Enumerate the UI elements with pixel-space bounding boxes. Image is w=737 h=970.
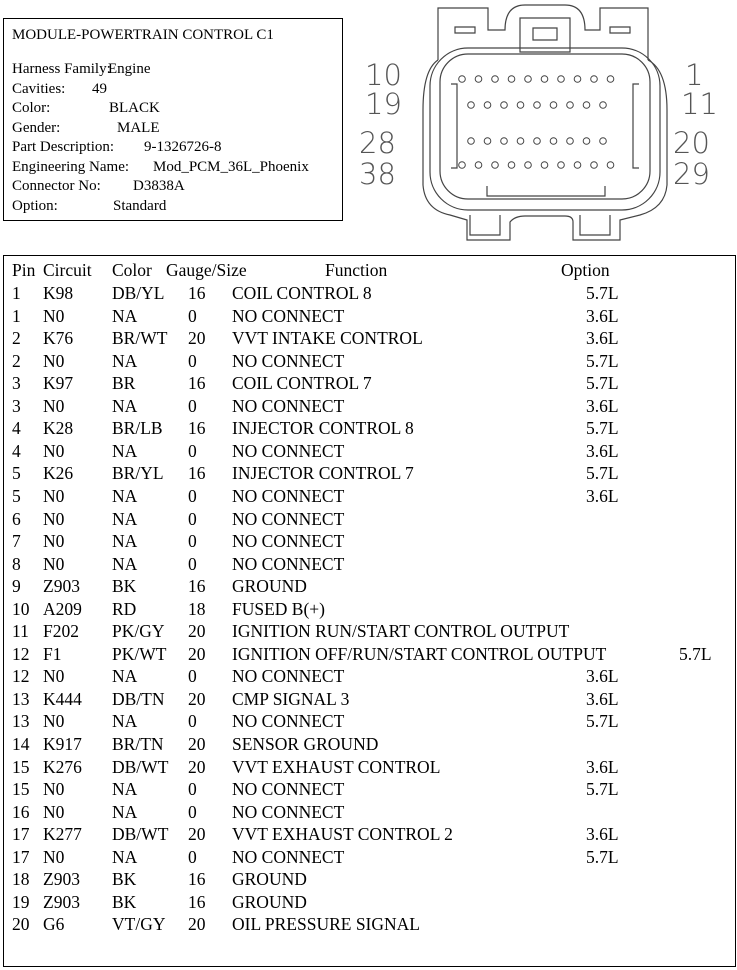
cell-function: NO CONNECT: [232, 508, 345, 529]
cell-wire-color: BR/WT: [112, 328, 168, 349]
cavity-hole: [558, 76, 565, 83]
cell-wire-color: NA: [112, 779, 138, 800]
cell-pin: 5: [12, 485, 21, 506]
cavity-label: 1: [685, 58, 704, 92]
header-circuit: Circuit: [43, 260, 92, 280]
cavity-hole: [468, 102, 475, 109]
cell-gauge: 0: [188, 440, 197, 461]
cell-pin: 15: [12, 779, 30, 800]
cell-option: 3.6L: [586, 824, 619, 845]
cell-pin: 19: [12, 891, 30, 912]
cell-pin: 17: [12, 846, 30, 867]
cell-circuit: N0: [43, 779, 65, 800]
cavity-hole: [574, 76, 581, 83]
cell-circuit: N0: [43, 485, 65, 506]
info-value: D3838A: [133, 178, 185, 194]
cavity-hole: [583, 138, 590, 145]
cell-function: GROUND: [232, 576, 307, 597]
cell-function: VVT INTAKE CONTROL: [232, 328, 423, 349]
header-gauge: Gauge/Size: [166, 260, 247, 280]
cavity-hole: [600, 138, 607, 145]
info-value: 9-1326726-8: [144, 139, 222, 155]
cavity-label: 29: [673, 157, 710, 191]
cell-circuit: G6: [43, 914, 65, 935]
cavity-hole: [468, 138, 475, 145]
cell-option: 5.7L: [586, 350, 619, 371]
cell-circuit: K917: [43, 734, 82, 754]
cavity-hole: [492, 162, 499, 169]
cell-option: 5.7L: [586, 373, 619, 394]
info-value: BLACK: [109, 100, 160, 116]
cell-option: 5.7L: [586, 779, 619, 800]
cell-option: 5.7L: [586, 463, 619, 484]
cavity-hole: [558, 162, 565, 169]
cell-gauge: 0: [188, 779, 197, 800]
cavity-hole: [508, 162, 515, 169]
info-label: Cavities:: [12, 80, 66, 97]
cell-circuit: K276: [43, 756, 82, 777]
cell-circuit: N0: [43, 666, 65, 687]
cell-pin: 9: [12, 576, 21, 597]
info-label: Harness Family:: [12, 61, 111, 77]
cell-circuit: F202: [43, 621, 79, 642]
cavity-hole: [550, 102, 557, 109]
cell-circuit: N0: [43, 846, 65, 867]
cell-gauge: 20: [188, 688, 206, 709]
cell-wire-color: DB/WT: [112, 824, 169, 845]
cell-option: 5.7L: [586, 711, 619, 732]
cell-wire-color: NA: [112, 485, 138, 506]
cell-circuit: Z903: [43, 869, 80, 890]
cell-circuit: N0: [43, 531, 65, 552]
info-value: Standard: [113, 197, 167, 214]
cell-pin: 3: [12, 395, 21, 416]
cell-function: NO CONNECT: [232, 350, 345, 371]
cell-function: NO CONNECT: [232, 553, 345, 574]
cell-pin: 15: [12, 756, 30, 777]
cell-option: 3.6L: [586, 756, 619, 777]
info-value: Engine: [108, 61, 151, 77]
cell-circuit: N0: [43, 440, 65, 461]
cell-pin: 5: [12, 463, 21, 484]
cell-circuit: N0: [43, 711, 65, 732]
cavity-hole: [492, 76, 499, 83]
cell-option: 3.6L: [586, 395, 619, 416]
cell-wire-color: NA: [112, 846, 138, 867]
cell-pin: 14: [12, 734, 30, 754]
cavity-hole: [508, 76, 515, 83]
cell-pin: 4: [12, 440, 21, 461]
cell-pin: 7: [12, 531, 21, 552]
cell-option: 3.6L: [586, 440, 619, 461]
cell-circuit: K97: [43, 373, 74, 394]
cell-wire-color: BK: [112, 869, 137, 890]
cell-pin: 17: [12, 824, 30, 845]
cell-gauge: 0: [188, 395, 197, 416]
cell-gauge: 20: [188, 734, 206, 754]
cell-option: 5.7L: [586, 418, 619, 439]
cavity-label: 11: [681, 87, 718, 121]
cavity-hole: [534, 138, 541, 145]
cell-wire-color: BK: [112, 576, 137, 597]
info-value: 49: [92, 80, 107, 97]
cell-option: 3.6L: [586, 305, 619, 326]
cell-pin: 2: [12, 328, 21, 349]
cell-circuit: N0: [43, 305, 65, 326]
cell-wire-color: NA: [112, 395, 138, 416]
cell-function: INJECTOR CONTROL 7: [232, 463, 414, 484]
header-function: Function: [325, 260, 388, 280]
connector-title: MODULE-POWERTRAIN CONTROL C1: [12, 27, 274, 43]
cavity-hole: [591, 76, 598, 83]
cavity-hole: [525, 162, 532, 169]
cell-pin: 8: [12, 553, 21, 574]
cell-wire-color: BR: [112, 373, 136, 394]
cell-option: 5.7L: [679, 643, 712, 664]
cell-gauge: 20: [188, 643, 206, 664]
cell-option: 3.6L: [586, 485, 619, 506]
cavity-label: 20: [673, 126, 710, 160]
cell-circuit: F1: [43, 643, 62, 664]
cell-circuit: K28: [43, 418, 74, 439]
cell-function: VVT EXHAUST CONTROL 2: [232, 824, 453, 845]
left-cavity-labels: [359, 58, 402, 191]
cell-gauge: 20: [188, 328, 206, 349]
cell-pin: 2: [12, 350, 21, 371]
cell-function: GROUND: [232, 869, 307, 890]
cell-wire-color: BR/YL: [112, 463, 164, 484]
cavity-hole: [501, 102, 508, 109]
cavity-hole: [475, 162, 482, 169]
cell-wire-color: VT/GY: [112, 914, 166, 935]
cell-gauge: 0: [188, 711, 197, 732]
cell-function: NO CONNECT: [232, 666, 345, 687]
cell-function: SENSOR GROUND: [232, 734, 379, 754]
cell-gauge: 0: [188, 485, 197, 506]
cavity-hole: [550, 138, 557, 145]
cell-pin: 13: [12, 711, 30, 732]
info-label: Part Description:: [12, 139, 115, 155]
cell-function: GROUND: [232, 891, 307, 912]
cavity-hole: [583, 102, 590, 109]
info-label: Gender:: [12, 119, 61, 136]
cell-gauge: 0: [188, 846, 197, 867]
cell-circuit: K98: [43, 283, 74, 303]
cell-function: NO CONNECT: [232, 485, 345, 506]
info-label: Color:: [12, 100, 51, 116]
cavity-hole: [567, 138, 574, 145]
cavity-hole: [501, 138, 508, 145]
cell-wire-color: DB/TN: [112, 688, 165, 709]
cell-gauge: 0: [188, 508, 197, 529]
cavity-hole: [607, 162, 614, 169]
cell-function: NO CONNECT: [232, 711, 345, 732]
cell-gauge: 16: [188, 373, 206, 394]
info-value: Mod_PCM_36L_Phoenix: [153, 158, 309, 175]
cell-pin: 12: [12, 643, 30, 664]
cavity-hole: [567, 102, 574, 109]
cell-circuit: Z903: [43, 576, 80, 597]
cell-pin: 12: [12, 666, 30, 687]
info-label: Engineering Name:: [12, 158, 130, 175]
cell-wire-color: NA: [112, 305, 138, 326]
cell-circuit: N0: [43, 508, 65, 529]
cell-gauge: 16: [188, 891, 206, 912]
cavity-hole: [459, 162, 466, 169]
info-label: Connector No:: [12, 178, 101, 194]
cell-pin: 20: [12, 914, 30, 935]
header-pin: Pin: [12, 260, 36, 280]
cell-wire-color: RD: [112, 598, 137, 619]
right-cavity-labels: [673, 58, 718, 191]
cell-function: COIL CONTROL 8: [232, 283, 372, 303]
cell-wire-color: DB/WT: [112, 756, 169, 777]
cell-gauge: 20: [188, 914, 206, 935]
cell-wire-color: DB/YL: [112, 283, 165, 303]
cell-function: NO CONNECT: [232, 779, 345, 800]
cavity-hole: [517, 102, 524, 109]
cell-gauge: 0: [188, 305, 197, 326]
cell-circuit: N0: [43, 350, 65, 371]
cavity-hole: [484, 102, 491, 109]
info-label: Option:: [12, 197, 58, 214]
cell-circuit: K277: [43, 824, 82, 845]
cell-option: 3.6L: [586, 688, 619, 709]
cell-wire-color: NA: [112, 440, 138, 461]
cavity-label: 10: [365, 58, 402, 92]
cell-pin: 16: [12, 801, 30, 822]
connector-info-box: [3, 18, 343, 221]
cell-circuit: K26: [43, 463, 74, 484]
cell-circuit: Z903: [43, 891, 80, 912]
cavity-hole: [600, 102, 607, 109]
cell-wire-color: NA: [112, 508, 138, 529]
cell-gauge: 16: [188, 283, 206, 303]
cavity-hole: [607, 76, 614, 83]
cell-gauge: 0: [188, 666, 197, 687]
cavity-hole: [591, 162, 598, 169]
cavity-label: 38: [359, 157, 396, 191]
cavity-hole: [475, 76, 482, 83]
cell-gauge: 16: [188, 463, 206, 484]
cell-function: CMP SIGNAL 3: [232, 688, 350, 709]
cell-function: FUSED B(+): [232, 598, 326, 619]
cell-gauge: 0: [188, 801, 197, 822]
cell-option: 3.6L: [586, 328, 619, 349]
cell-wire-color: BR/LB: [112, 418, 163, 439]
cell-wire-color: PK/GY: [112, 621, 165, 642]
cell-function: NO CONNECT: [232, 395, 345, 416]
cell-gauge: 0: [188, 553, 197, 574]
header-option: Option: [561, 260, 610, 280]
cell-function: NO CONNECT: [232, 846, 345, 867]
cell-pin: 13: [12, 688, 30, 709]
cell-function: OIL PRESSURE SIGNAL: [232, 914, 420, 935]
cell-wire-color: NA: [112, 801, 138, 822]
cell-wire-color: BK: [112, 891, 137, 912]
cell-function: NO CONNECT: [232, 801, 345, 822]
cell-option: 5.7L: [586, 283, 619, 303]
pinout-table: [3, 255, 736, 967]
cell-wire-color: NA: [112, 531, 138, 552]
cell-pin: 10: [12, 598, 30, 619]
cell-option: 3.6L: [586, 666, 619, 687]
cavity-label: 19: [365, 87, 402, 121]
cell-pin: 6: [12, 508, 21, 529]
cavity-holes: [459, 76, 614, 169]
cavity-hole: [517, 138, 524, 145]
cell-circuit: N0: [43, 553, 65, 574]
cell-gauge: 20: [188, 756, 206, 777]
cell-circuit: N0: [43, 801, 65, 822]
cavity-hole: [525, 76, 532, 83]
cell-wire-color: NA: [112, 666, 138, 687]
cell-gauge: 16: [188, 418, 206, 439]
cell-circuit: A209: [43, 598, 82, 619]
cell-pin: 3: [12, 373, 21, 394]
cavity-label: 28: [359, 126, 396, 160]
cell-function: NO CONNECT: [232, 440, 345, 461]
cell-pin: 1: [12, 305, 21, 326]
cell-function: VVT EXHAUST CONTROL: [232, 756, 441, 777]
cell-function: IGNITION OFF/RUN/START CONTROL OUTPUT: [232, 643, 607, 664]
cell-function: COIL CONTROL 7: [232, 373, 372, 394]
cell-circuit: N0: [43, 395, 65, 416]
cell-gauge: 0: [188, 531, 197, 552]
cell-wire-color: NA: [112, 553, 138, 574]
cavity-hole: [534, 102, 541, 109]
cell-function: INJECTOR CONTROL 8: [232, 418, 414, 439]
cell-gauge: 20: [188, 621, 206, 642]
cell-function: NO CONNECT: [232, 531, 345, 552]
cell-wire-color: PK/WT: [112, 643, 167, 664]
cell-wire-color: NA: [112, 711, 138, 732]
cell-gauge: 18: [188, 598, 206, 619]
cell-pin: 11: [12, 621, 29, 642]
cavity-hole: [574, 162, 581, 169]
cell-gauge: 16: [188, 869, 206, 890]
cell-wire-color: NA: [112, 350, 138, 371]
cell-pin: 4: [12, 418, 21, 439]
cell-wire-color: BR/TN: [112, 734, 164, 754]
cavity-hole: [541, 162, 548, 169]
cavity-hole: [541, 76, 548, 83]
cell-circuit: K76: [43, 328, 74, 349]
cell-gauge: 0: [188, 350, 197, 371]
cell-gauge: 20: [188, 824, 206, 845]
cavity-hole: [484, 138, 491, 145]
cell-pin: 1: [12, 283, 21, 303]
connector-face-diagram: [355, 0, 737, 250]
cell-function: IGNITION RUN/START CONTROL OUTPUT: [232, 621, 570, 642]
header-color: Color: [112, 260, 152, 280]
cell-option: 5.7L: [586, 846, 619, 867]
cavity-hole: [459, 76, 466, 83]
cell-circuit: K444: [43, 688, 82, 709]
cell-function: NO CONNECT: [232, 305, 345, 326]
cell-pin: 18: [12, 869, 30, 890]
info-value: MALE: [117, 119, 160, 136]
cell-gauge: 16: [188, 576, 206, 597]
